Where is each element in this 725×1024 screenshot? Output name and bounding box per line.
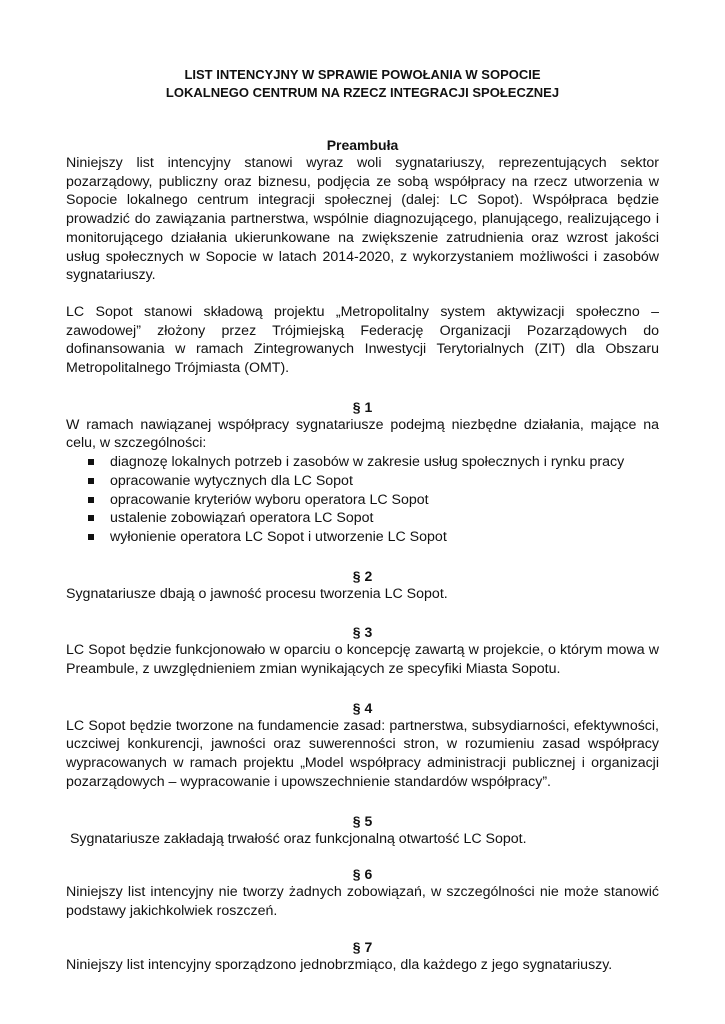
bullet-square-icon [88, 478, 94, 484]
bullet-square-icon [88, 515, 94, 521]
section-2-heading: § 2 [352, 567, 373, 584]
title-line-2: LOKALNEGO CENTRUM NA RZECZ INTEGRACJI SPOŁECZNEJ [165, 85, 560, 100]
section-3-text: LC Sopot będzie funkcjonowało w oparciu o koncepcję zawartą w projekcie, o którym mowa w Preambule, z uwzględnieniem zmian wynikających ze specyfiki Miasta Sopotu. [66, 642, 659, 678]
title-line-1: LIST INTENCYJNY W SPRAWIE POWOŁANIA W SOPOCIE [184, 67, 541, 82]
document-title [66, 66, 659, 102]
list-item: wyłonienie operatora LC Sopot i utworzenie LC Sopot [66, 528, 659, 547]
preamble-paragraph-1: Niniejszy list intencyjny stanowi wyraz woli sygnatariuszy, reprezentujących sektor pozarządowy, publiczny oraz biznesu, podjęcia ze sobą współpracy na rzecz utworzenia w Sopocie lokalnego centrum integracji społecznej (dalej: LC Sopot). Współpraca będzie prowadzić do zawiązania partnerstwa, wspólnie diagnozującego, planującego, realizującego i monitorującego działania ukierunkowane na zwiększenie zatrudnienia oraz wzrost jakości usług społecznych w Sopocie w latach 2014-2020, z wykorzystaniem możliwości i zasobów sygnatariuszy. [66, 155, 659, 284]
document-body [66, 66, 659, 974]
section-3-heading: § 3 [352, 624, 373, 641]
list-item: opracowanie wytycznych dla LC Sopot [66, 472, 659, 491]
bullet-square-icon [88, 497, 94, 503]
section-5-text: Sygnatariusze zakładają trwałość oraz funkcjonalną otwartość LC Sopot. [66, 830, 527, 847]
list-item: opracowanie kryteriów wyboru operatora LC Sopot [66, 491, 659, 510]
bullet-square-icon [88, 534, 94, 540]
section-1-heading: § 1 [352, 398, 373, 415]
section-7-text: Niniejszy list intencyjny sporządzono jednobrzmiąco, dla każdego z jego sygnatariuszy. [66, 956, 613, 973]
section-5-heading: § 5 [352, 812, 373, 829]
list-item: diagnozę lokalnych potrzeb i zasobów w zakresie usług społecznych i rynku pracy [66, 453, 659, 472]
section-6-text: Niniejszy list intencyjny nie tworzy żadnych zobowiązań, w szczególności nie może stanowić podstawy jakichkolwiek roszczeń. [66, 884, 659, 919]
bullet-square-icon [88, 459, 94, 465]
preamble-heading: Preambuła [326, 137, 399, 153]
section-7-heading: § 7 [352, 938, 373, 955]
section-1-list [66, 453, 659, 547]
section-1-text: W ramach nawiązanej współpracy sygnatariusze podejmą niezbędne działania, mające na celu, w szczególności: [66, 416, 659, 452]
preamble-paragraph-2: LC Sopot stanowi składową projektu „Metropolitalny system aktywizacji społeczno – zawodowej” złożony przez Trójmiejską Federację Organizacji Pozarządowych do dofinansowania w ramach Zintegrowanych Inwestycji Terytorialnych (ZIT) dla Obszaru Metropolitalnego Trójmiasta (OMT). [66, 303, 659, 377]
section-4-text: LC Sopot będzie tworzone na fundamencie zasad: partnerstwa, subsydiarności, efektywności, uczciwej konkurencji, jawności oraz suwerenności stron, w rozumieniu zasad współpracy wypracowanych w ramach projektu „Model współpracy administracji publicznej i organizacji pozarządowych – wypracowanie i upowszechnienie standardów współpracy”. [66, 717, 659, 790]
section-4-heading: § 4 [352, 699, 373, 716]
section-6-heading: § 6 [352, 866, 373, 883]
section-2-text: Sygnatariusze dbają o jawność procesu tworzenia LC Sopot. [66, 585, 448, 602]
list-item: ustalenie zobowiązań operatora LC Sopot [66, 509, 659, 528]
